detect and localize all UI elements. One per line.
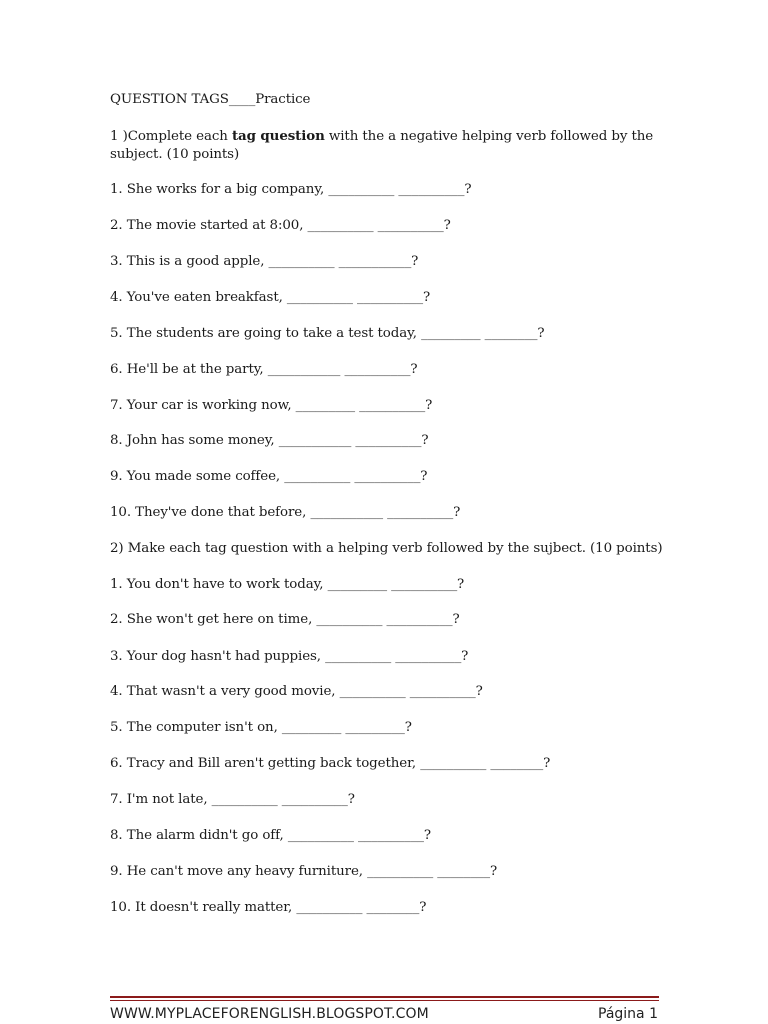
- section2-question-4: 4. That wasn't a very good movie, __________ __________?: [110, 684, 483, 699]
- section2-question-3: 3. Your dog hasn't had puppies, __________ __________?: [110, 649, 469, 664]
- section2-question-10: 10. It doesn't really matter, __________ ________?: [110, 900, 427, 915]
- section1-question-10: 10. They've done that before, ___________ __________?: [110, 505, 461, 520]
- section1-question-8: 8. John has some money, ___________ __________?: [110, 433, 429, 448]
- footer-rule-thick: [110, 996, 659, 998]
- footer-website: WWW.MYPLACEFORENGLISH.BLOGSPOT.COM: [110, 1006, 429, 1022]
- section1-instruction-prefix: 1 )Complete each: [110, 129, 232, 144]
- section1-question-5: 5. The students are going to take a test today, _________ ________?: [110, 326, 545, 341]
- section1-question-4: 4. You've eaten breakfast, __________ __________?: [110, 290, 431, 305]
- section1-instruction-bold: tag question: [231, 128, 325, 144]
- section1-instruction-line2: subject. (10 points): [110, 147, 240, 162]
- section1-instruction: [110, 127, 653, 146]
- section2-question-8: 8. The alarm didn't go off, __________ __________?: [110, 828, 431, 843]
- section2-question-9: 9. He can't move any heavy furniture, __________ ________?: [110, 864, 498, 879]
- section1-question-9: 9. You made some coffee, __________ __________?: [110, 469, 428, 484]
- document-title: QUESTION TAGS____Practice: [110, 92, 311, 107]
- section1-question-2: 2. The movie started at 8:00, __________ __________?: [110, 218, 451, 233]
- footer-rule-thin: [110, 1000, 659, 1001]
- section1-question-7: 7. Your car is working now, _________ __________?: [110, 398, 433, 413]
- section1-instruction-suffix: with the a negative helping verb followed by the: [324, 129, 654, 144]
- section2-question-1: 1. You don't have to work today, _________ __________?: [110, 577, 465, 592]
- section1-question-1: 1. She works for a big company, __________ __________?: [110, 182, 472, 197]
- section2-instruction: 2) Make each tag question with a helping verb followed by the sujbect. (10 points): [110, 541, 663, 556]
- section1-question-6: 6. He'll be at the party, ___________ __________?: [110, 362, 418, 377]
- section2-question-5: 5. The computer isn't on, _________ _________?: [110, 720, 412, 735]
- section2-question-2: 2. She won't get here on time, __________ __________?: [110, 612, 460, 627]
- section2-question-6: 6. Tracy and Bill aren't getting back together, __________ ________?: [110, 756, 551, 771]
- section2-question-7: 7. I'm not late, __________ __________?: [110, 792, 355, 807]
- footer-page-number: Página 1: [598, 1006, 658, 1022]
- section1-question-3: 3. This is a good apple, __________ ___________?: [110, 254, 419, 269]
